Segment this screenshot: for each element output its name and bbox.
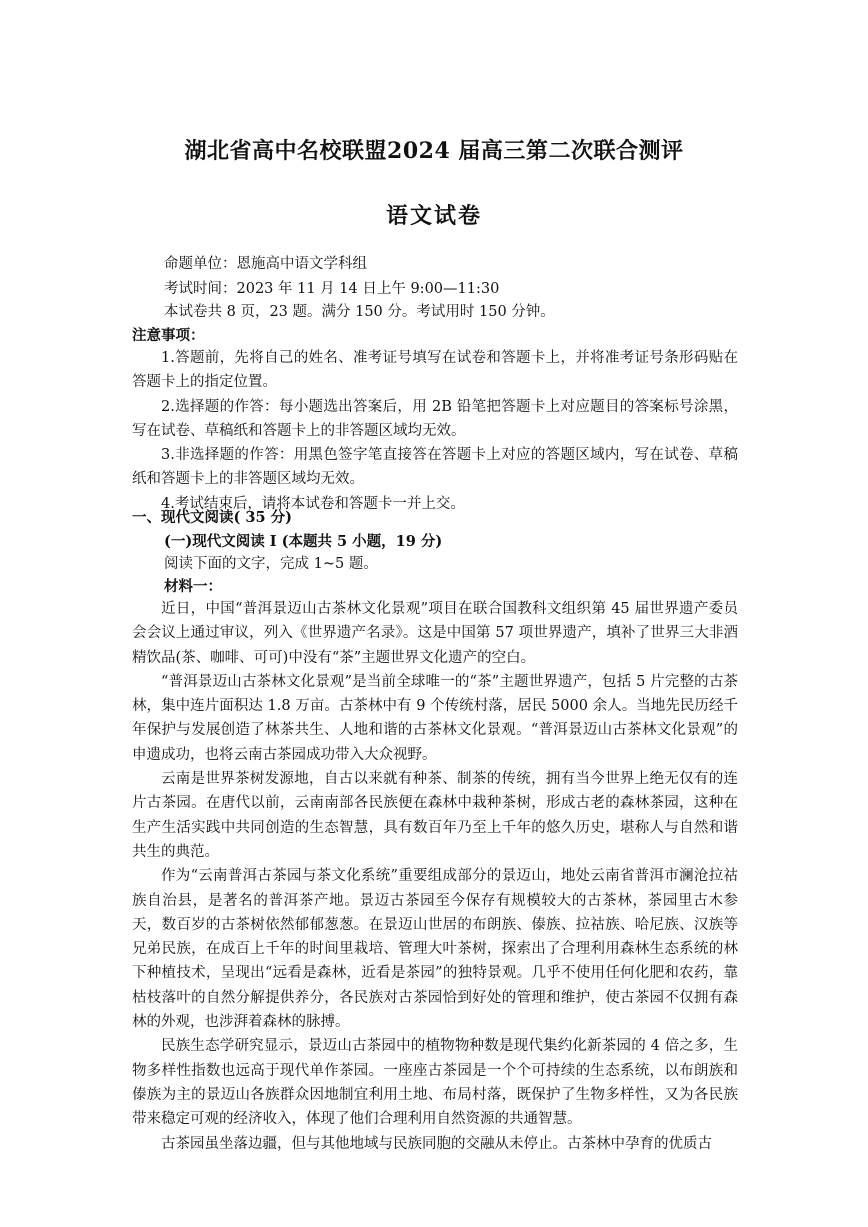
exam-subtitle: 语文试卷 [385, 203, 482, 229]
reading-instruction: 阅读下面的文字，完成 1~5 题。 [164, 556, 378, 572]
section-heading: 一、现代文阅读( 35 分) [132, 509, 292, 526]
material-paragraph: “普洱景迈山古茶林文化景观”是当前全球唯一的“茶”主题世界遗产，包括 5 片完整的古茶林，集中连片面积达 1.8 万亩。古茶林中有 9 个传统村落，居民 5000 余人。当地先民历经千年保护与发展创造了林茶共生、人地和谐的古茶林文化景观。“普洱景迈山古茶林文化景观”的申遗成功，也将云南古茶园成功带入大众视野。 [132, 673, 738, 763]
notice-item: 1.答题前，先将自己的姓名、准考证号填写在试卷和答题卡上，并将准考证号条形码贴在答题卡上的指定位置。 [132, 350, 738, 391]
notice-item: 4.考试结束后，请将本试卷和答题卡一并上交。 [161, 495, 465, 512]
meta-unit: 命题单位：恩施高中语文学科组 [164, 256, 367, 272]
material-paragraph: 近日，中国“普洱景迈山古茶林文化景观”项目在联合国教科文组织第 45 届世界遗产委员会会议上通过审议，列入《世界遗产名录》。这是中国第 57 项世界遗产，填补了世界三大非酒精饮品(茶、咖啡、可可)中没有“茶”主题世界文化遗产的空白。 [132, 601, 738, 666]
material-text [132, 597, 738, 1156]
meta-info: 本试卷共 8 页，23 题。满分 150 分。考试用时 150 分钟。 [164, 304, 555, 320]
material-paragraph: 民族生态学研究显示，景迈山古茶园中的植物物种数是现代集约化新茶园的 4 倍之多，生物多样性指数也远高于现代单作茶园。一座座古茶园是一个个可持续的生态系统，以布朗族和傣族为主的景迈山各族群众因地制宜利用土地、布局村落，既保护了生物多样性，又为各民族带来稳定可观的经济收入，体现了他们合理利用自然资源的共通智慧。 [132, 1038, 738, 1128]
meta-time: 考试时间：2023 年 11 月 14 日上午 9:00—11:30 [164, 281, 500, 297]
notice-item: 2.选择题的作答：每小题选出答案后，用 2B 铅笔把答题卡上对应题目的答案标号涂黑，写在试卷、草稿纸和答题卡上的非答题区域均无效。 [132, 398, 738, 439]
material-paragraph: 云南是世界茶树发源地，自古以来就有种茶、制茶的传统，拥有当今世界上绝无仅有的连片古茶园。在唐代以前，云南南部各民族便在森林中栽种茶树，形成古老的森林茶园，这种在生产生活实践中共同创造的生态智慧，具有数百年乃至上千年的悠久历史，堪称人与自然和谐共生的典范。 [132, 771, 738, 860]
notices-heading: 注意事项： [132, 327, 205, 344]
material-paragraph: 古茶园虽坐落边疆，但与其他地域与民族同胞的交融从未停止。古茶林中孕育的优质古 [161, 1135, 712, 1152]
exam-title: 湖北省高中名校联盟2024 届高三第二次联合测评 [184, 138, 684, 164]
subsection-heading: (一)现代文阅读 I (本题共 5 小题，19 分) [164, 533, 443, 550]
notice-item: 3.非选择题的作答：用黑色签字笔直接答在答题卡上对应的答题区域内，写在试卷、草稿纸和答题卡上的非答题区域均无效。 [132, 447, 738, 488]
material-heading: 材料一： [164, 578, 222, 595]
material-paragraph: 作为“云南普洱古茶园与茶文化系统”重要组成部分的景迈山，地处云南省普洱市澜沧拉祜族自治县，是著名的普洱茶产地。景迈古茶园至今保存有规模较大的古茶林，茶园里古木参天，数百岁的古茶树依然郁郁葱葱。在景迈山世居的布朗族、傣族、拉祜族、哈尼族、汉族等兄弟民族，在成百上千年的时间里栽培、管理大叶茶树，探索出了合理利用森林生态系统的林下种植技术，呈现出“远看是森林，近看是茶园”的独特景观。几乎不使用任何化肥和农药，靠枯枝落叶的自然分解提供养分，各民族对古茶园恰到好处的管理和维护，使古茶园不仅拥有森林的外观，也涉湃着森林的脉搏。 [132, 868, 738, 1031]
notices-list [132, 346, 738, 516]
